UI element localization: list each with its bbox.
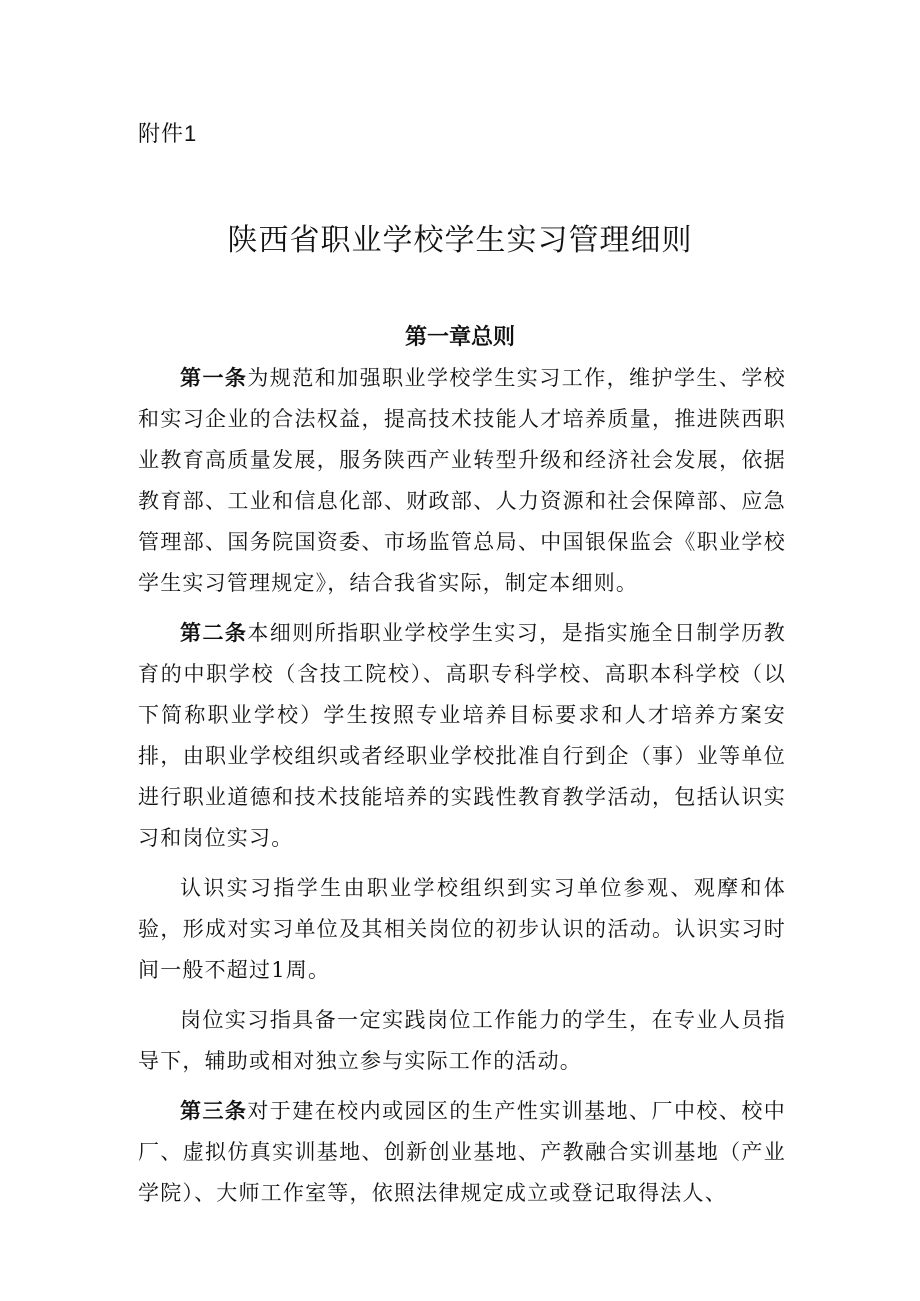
paragraph-text: 为规范和加强职业学校学生实习工作，维护学生、学校和实习企业的合法权益，提高技术技能人才培养质量，推进陕西职业教育高质量发展，服务陕西产业转型升级和经济社会发展，依据教育部、工业和信息化部、财政部、人力资源和社会保障部、应急管理部、国务院国资委、市场监管总局、中国银保监会《职业学校学生实习管理规定》，结合我省实际，制定本细则。 xyxy=(138,366,786,595)
paragraph-text: 岗位实习指具备一定实践岗位工作能力的学生，在专业人员指导下，辅助或相对独立参与实际工作的活动。 xyxy=(138,1008,786,1073)
document-title: 陕西省职业学校学生实习管理细则 xyxy=(227,224,693,257)
paragraph-cognitive-internship xyxy=(138,868,786,991)
paragraph-text: 本细则所指职业学校学生实习，是指实施全日制学历教育的中职学校（含技工院校）、高职专科学校、高职本科学校（以下简称职业学校）学生按照专业培养目标要求和人才培养方案安排，由职业学校组织或者经职业学校批准自行到企（事）业等单位进行职业道德和技术技能培养的实践性教育教学活动，包括认识实习和岗位实习。 xyxy=(138,621,786,850)
paragraph-post-internship xyxy=(138,1000,786,1082)
chapter-heading: 第一章总则 xyxy=(404,324,515,349)
article-number: 第一条 xyxy=(180,366,248,390)
article-number: 第二条 xyxy=(180,621,248,645)
paragraph-article-2 xyxy=(138,613,786,859)
paragraph-text: 对于建在校内或园区的生产性实训基地、厂中校、校中厂、虚拟仿真实训基地、创新创业基地、产教融合实训基地（产业学院）、大师工作室等，依照法律规定成立或登记取得法人、 xyxy=(138,1099,786,1205)
article-number: 第三条 xyxy=(180,1099,248,1123)
paragraph-text: 认识实习指学生由职业学校组织到实习单位参观、观摩和体验，形成对实习单位及其相关岗位的初步认识的活动。认识实习时间一般不超过1周。 xyxy=(138,876,786,982)
attachment-label: 附件1 xyxy=(138,121,198,146)
paragraph-article-1 xyxy=(138,358,786,604)
paragraph-article-3 xyxy=(138,1091,786,1214)
document-body xyxy=(138,358,786,1223)
